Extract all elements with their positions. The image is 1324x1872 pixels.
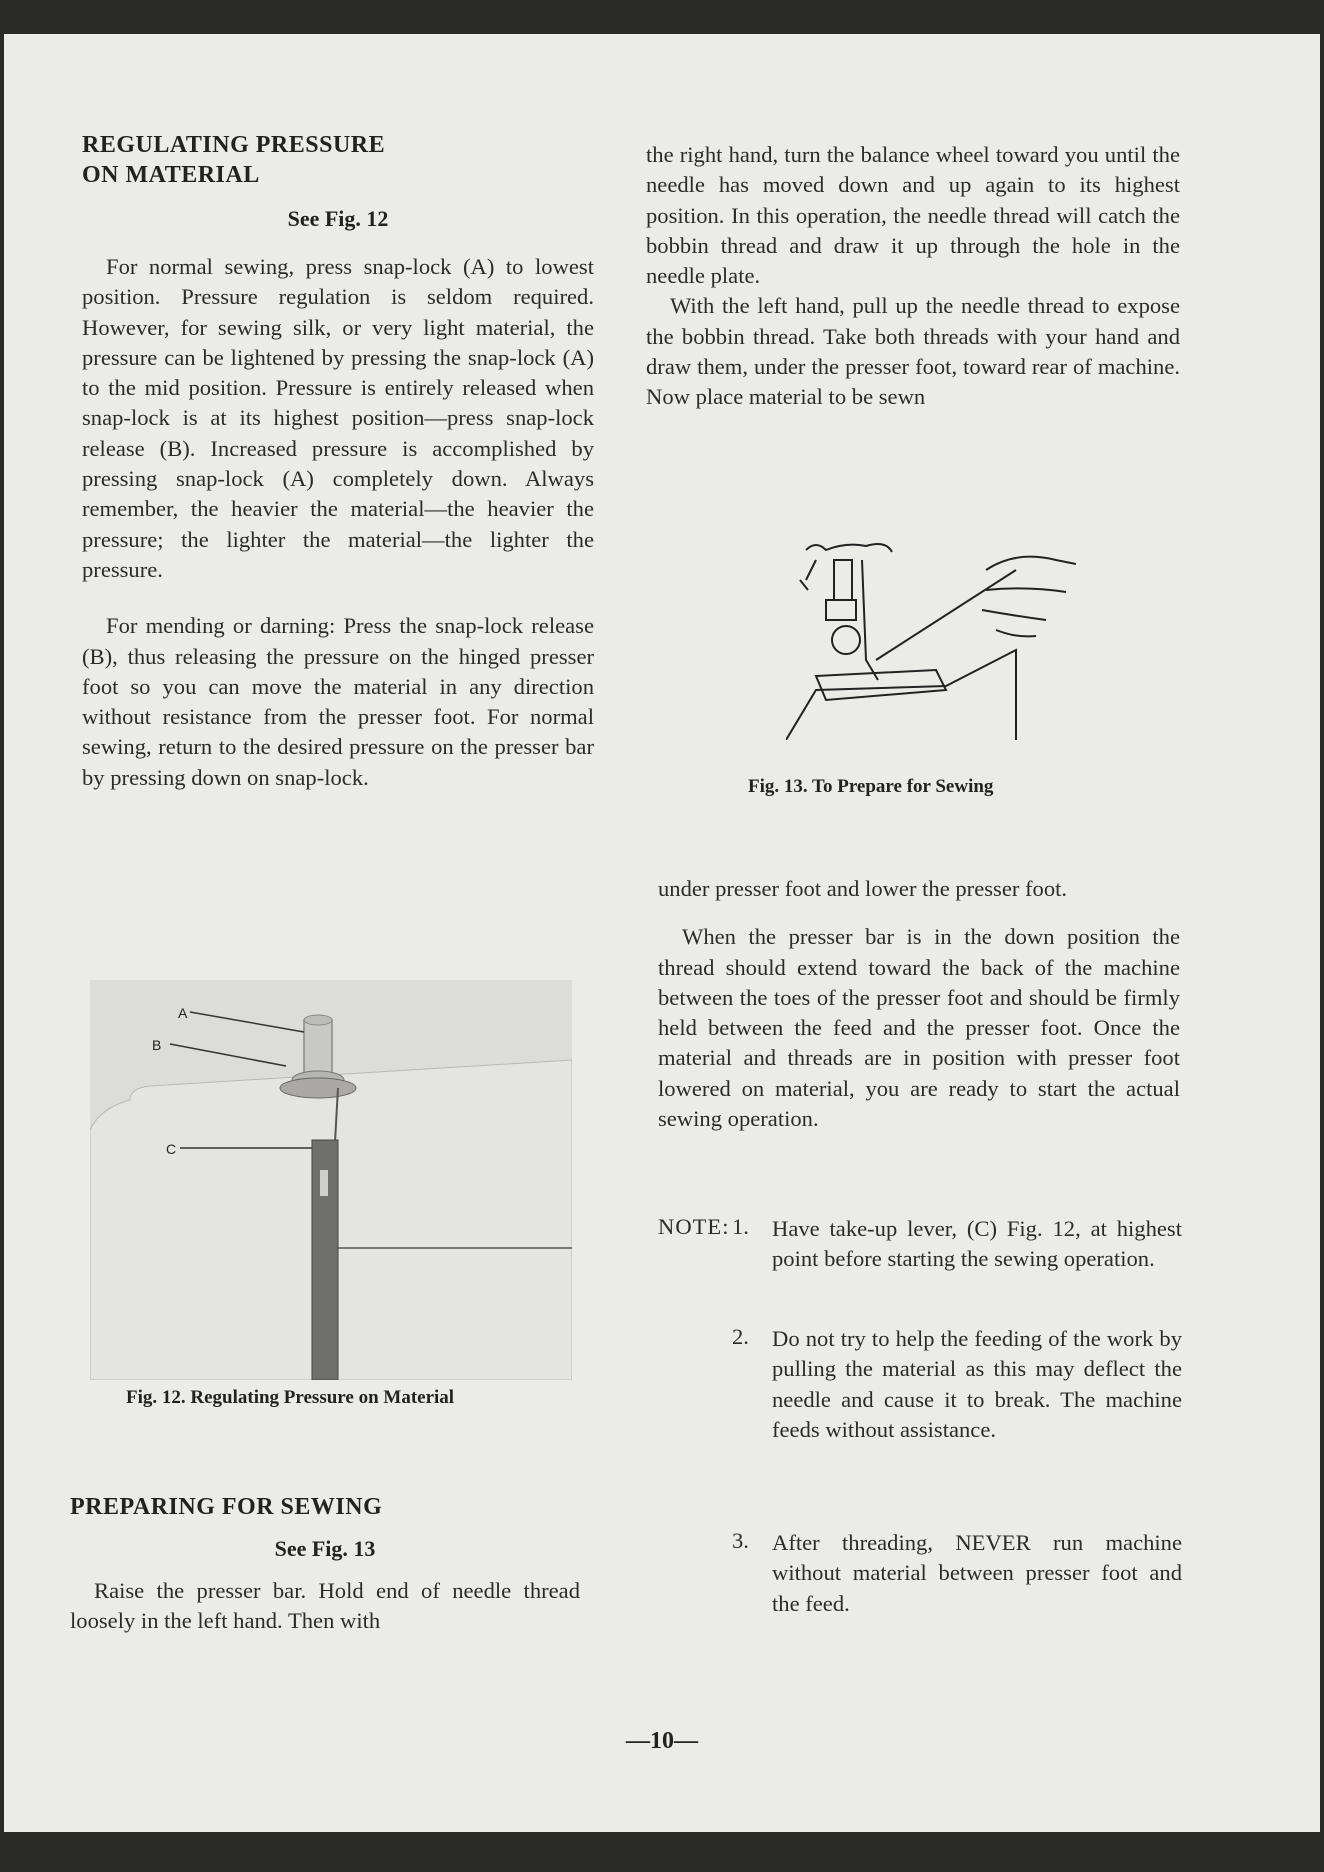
note-label: NOTE: <box>658 1214 730 1239</box>
preparing-section <box>70 1492 580 1637</box>
label-c: C <box>166 1141 177 1157</box>
see-fig-12: See Fig. 12 <box>287 206 389 231</box>
fig-12-illustration <box>90 980 572 1380</box>
paragraph-raise-presser: Raise the presser bar. Hold end of needle thread loosely in the left hand. Then with <box>70 1578 580 1634</box>
machine-bed <box>786 650 1016 740</box>
thread <box>876 570 1016 660</box>
fig-12-caption: Fig. 12. Regulating Pressure on Material <box>126 1387 455 1408</box>
note-text: Have take-up lever, (C) Fig. 12, at highest point before starting the sewing operation. <box>772 1216 1182 1272</box>
note-text: After threading, NEVER run machine without material between presser foot and the feed. <box>772 1530 1182 1616</box>
paragraph-mending: For mending or darning: Press the snap-lock release (B), thus releasing the pressure on the hinged presser foot so you can move the material in any direction without resistance from the presser foot. For normal sewing, return to the desired pressure on the presser bar by pressing down on snap-lock. <box>82 613 594 790</box>
needle-plate <box>816 670 946 700</box>
note-item-3 <box>732 1528 1182 1619</box>
section-heading-regulating <box>82 130 594 190</box>
paragraph-right-hand: the right hand, turn the balance wheel toward you until the needle has moved down and up again to its highest position. In this operation, the needle thread will catch the bobbin thread and draw it up through the hole in the needle plate. <box>646 142 1180 289</box>
hand-fingers <box>982 557 1076 637</box>
paragraph-down-position: When the presser bar is in the down position the thread should extend toward the back of the machine between the toes of the presser foot and should be firmly held between the feed and the presser foot. Once the material and threads are in position with presser foot lowered on material, you are ready to start the actual sewing operation. <box>658 924 1180 1132</box>
note-number: 1. <box>732 1214 749 1239</box>
presser-top <box>806 544 892 552</box>
paragraph-under-presser: under presser foot and lower the presser foot. <box>658 876 1068 901</box>
presser-clamp <box>826 600 856 620</box>
thread-guide <box>800 560 816 590</box>
note-item-2 <box>732 1324 1182 1445</box>
snap-lock-base <box>280 1078 356 1098</box>
note-text: Do not try to help the feeding of the work by pulling the material as this may deflect the needle and cause it to break. The machine feeds without assistance. <box>772 1326 1182 1442</box>
left-column <box>82 130 594 793</box>
paragraph-normal-sewing: For normal sewing, press snap-lock (A) to lowest position. Pressure regulation is seldom required. However, for sewing silk, or very light material, the pressure can be lightened by pressing the snap-lock (A) to the mid position. Pressure is entirely released when snap-lock is at its highest position—press snap-lock release (B). Increased pressure is accomplished by pressing snap-lock (A) completely down. Always remember, the heavier the material—the heavier the pressure; the lighter the material—the lighter the pressure. <box>82 254 594 582</box>
right-column <box>646 140 1180 413</box>
lever-slot <box>320 1170 328 1196</box>
note-item-1 <box>732 1214 1182 1275</box>
presser-bar <box>834 560 852 600</box>
note-number: 2. <box>732 1324 749 1349</box>
note-number: 3. <box>732 1528 749 1553</box>
see-fig-13: See Fig. 13 <box>274 1536 376 1561</box>
fig-13-caption: Fig. 13. To Prepare for Sewing <box>748 776 994 797</box>
label-a: A <box>178 1005 188 1021</box>
thumb-screw <box>832 626 860 654</box>
section-heading-preparing: PREPARING FOR SEWING <box>70 1494 383 1520</box>
paragraph-left-hand: With the left hand, pull up the needle thread to expose the bobbin thread. Take both threads with your hand and draw them, under the presser foot, toward rear of machine. Now place material to be sewn <box>646 293 1180 410</box>
needle-bar <box>862 560 878 680</box>
heading-line-1: REGULATING PRESSURE <box>82 132 386 158</box>
heading-line-2: ON MATERIAL <box>82 162 260 188</box>
page-number: —10— <box>626 1728 698 1754</box>
fig-13-illustration <box>786 540 1076 740</box>
right-lower-column <box>658 874 1180 1134</box>
snap-lock-top <box>304 1015 332 1025</box>
label-b: B <box>152 1037 162 1053</box>
